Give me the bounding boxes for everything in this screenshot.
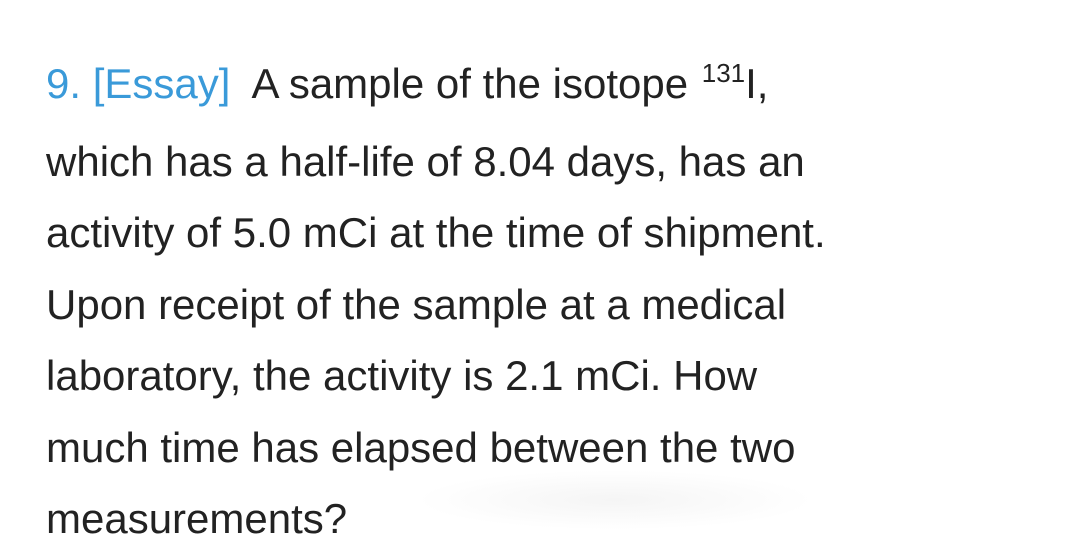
isotope-mass-number: 131	[701, 58, 746, 88]
question-line-6: much time has elapsed between the two	[46, 423, 796, 471]
question-number: 9.	[46, 60, 82, 107]
background-smudge	[415, 470, 815, 530]
question-line-4: Upon receipt of the sample at a medical	[46, 280, 787, 328]
question-line-5: laboratory, the activity is 2.1 mCi. How	[46, 352, 758, 399]
question-line-7: measurements?	[46, 495, 348, 542]
question-type-tag: [Essay]	[92, 60, 231, 107]
question-line-1	[46, 48, 1056, 126]
question-line-2: which has a half-life of 8.04 days, has an	[46, 137, 805, 185]
question-line-3: activity of 5.0 mCi at the time of shipment.	[46, 209, 826, 256]
question-line-1-text: A sample of the isotope	[251, 60, 689, 107]
isotope-symbol: I,	[745, 60, 769, 107]
